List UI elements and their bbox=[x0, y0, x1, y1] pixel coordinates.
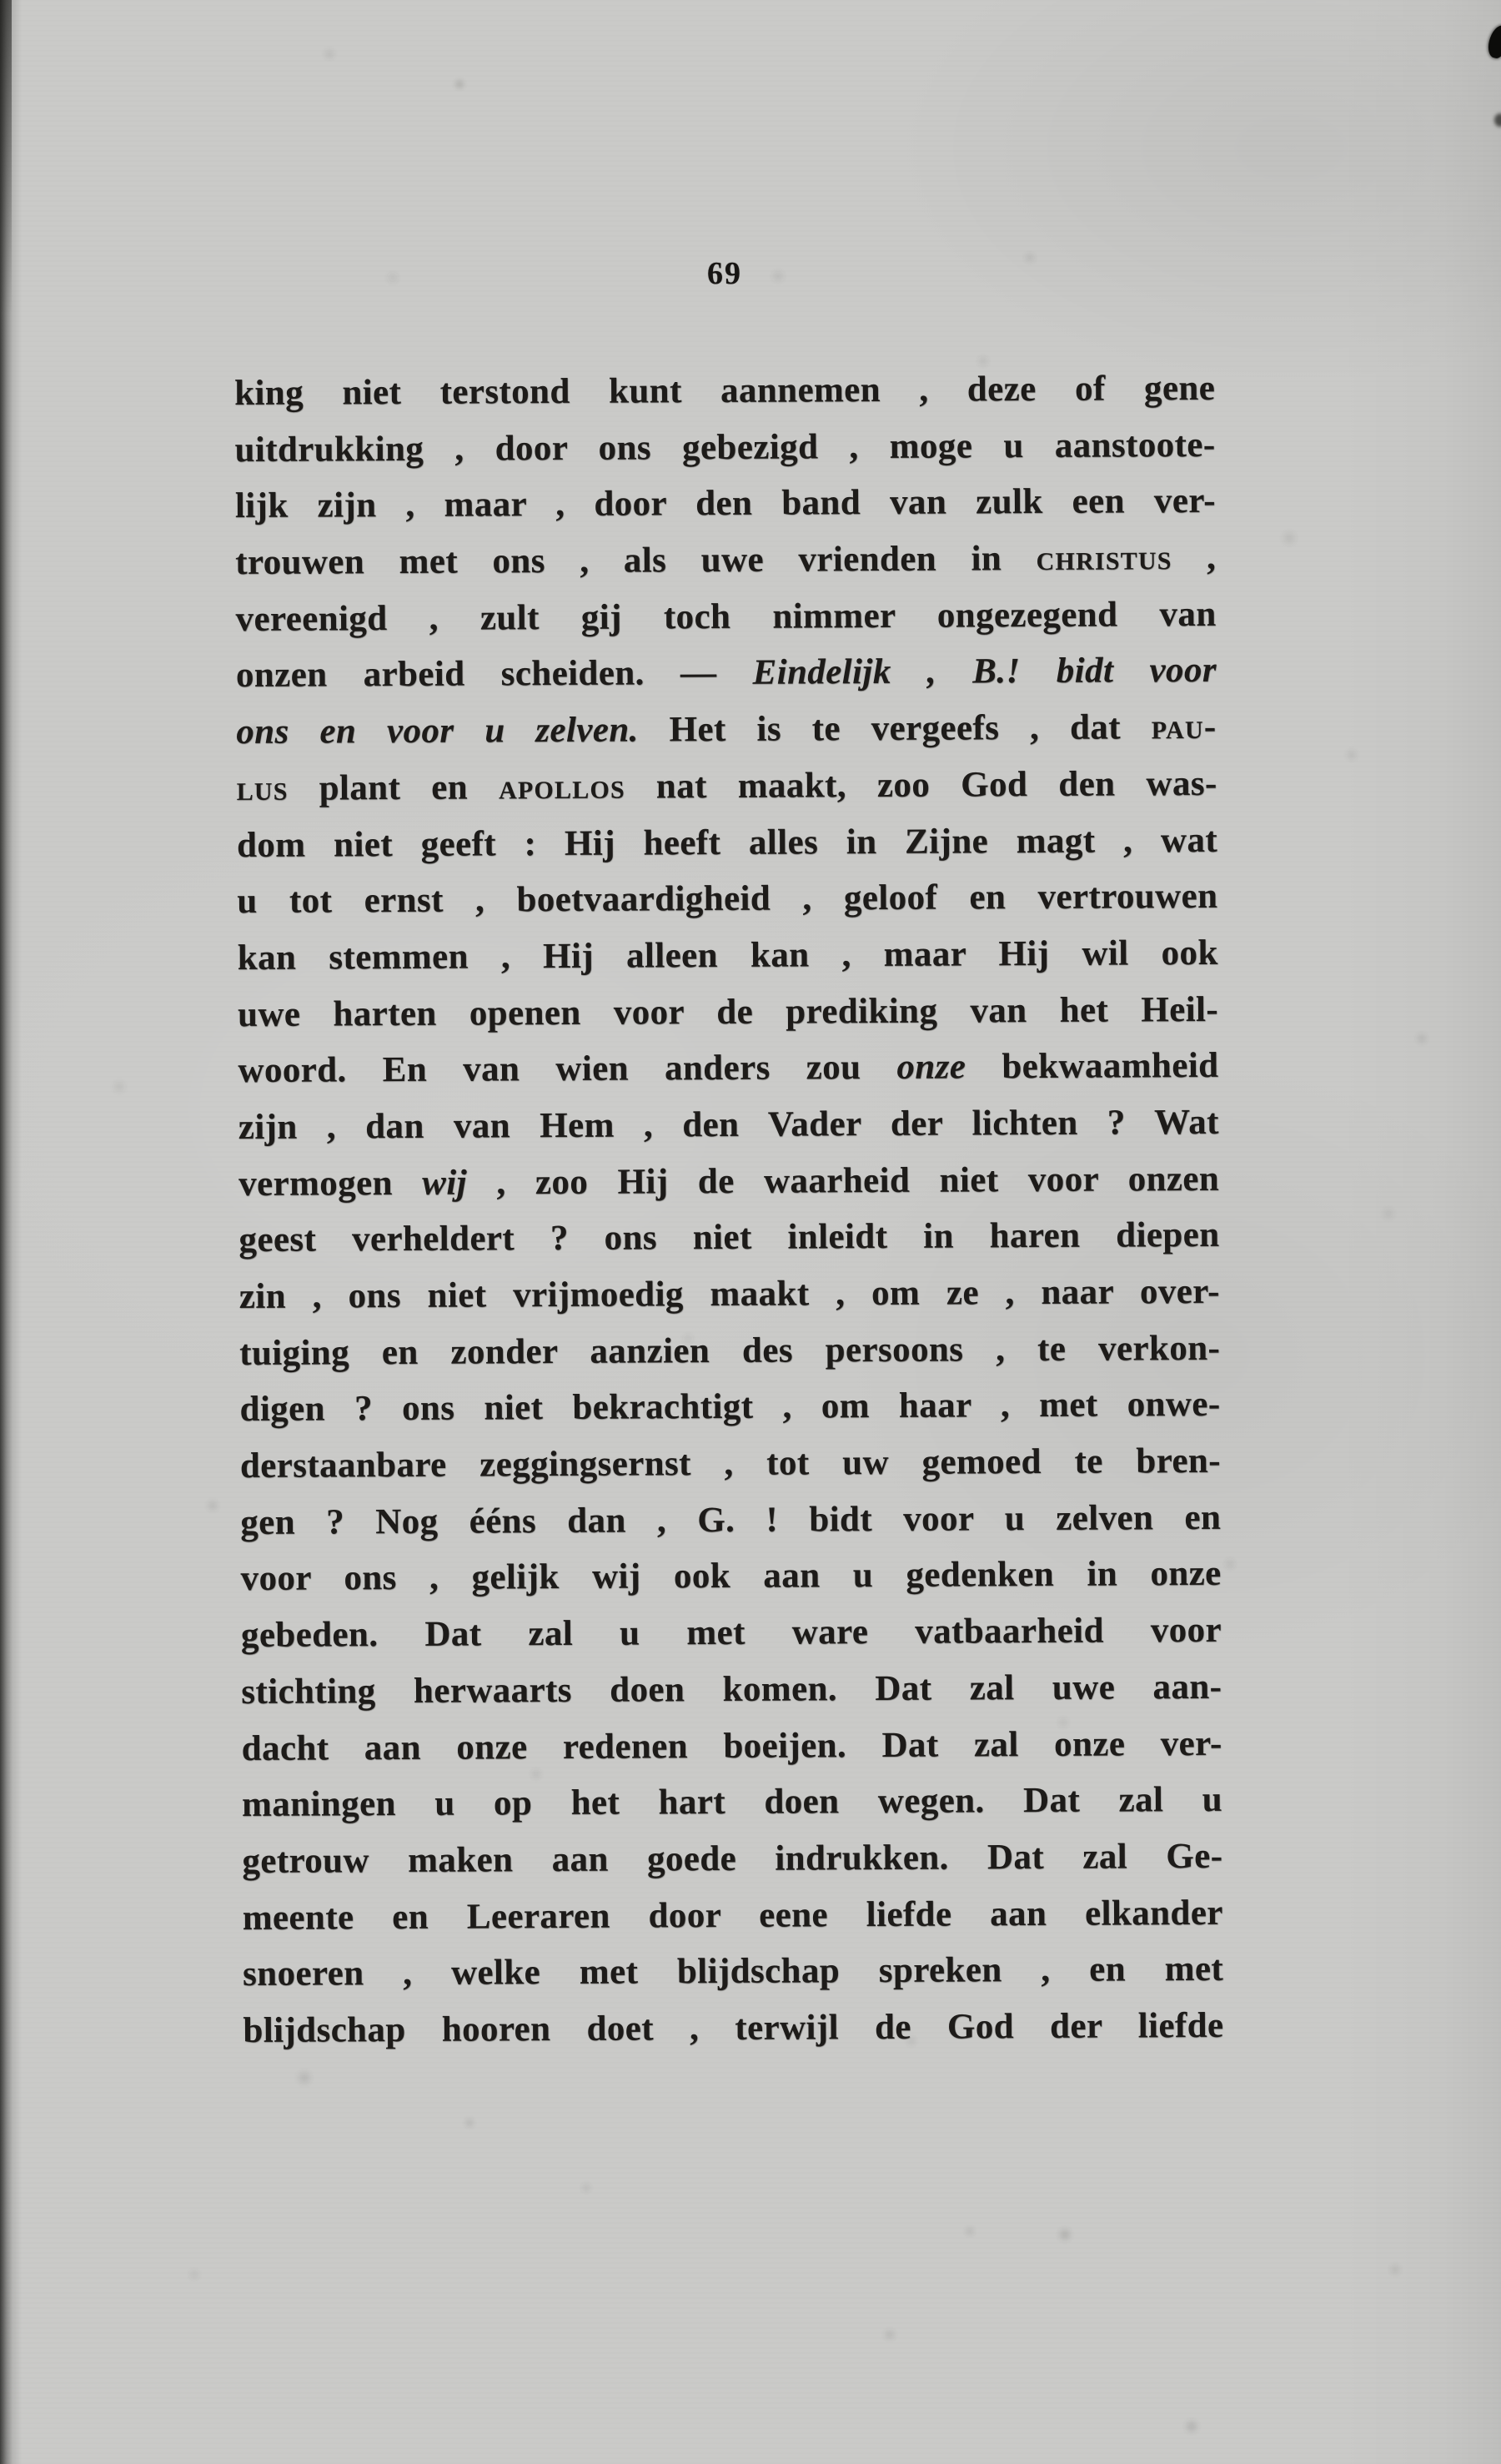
body-text: maningen u op het hart doen wegen. Dat zal u bbox=[241, 1780, 1223, 1825]
text-line bbox=[236, 756, 1217, 817]
body-text: getrouw maken aan goede indrukken. Dat zal Ge- bbox=[242, 1836, 1223, 1881]
body-text: plant en bbox=[288, 767, 499, 808]
body-text: blijdschap hooren doet , terwijl de God der liefde bbox=[243, 2005, 1224, 2050]
body-text: woord. En van wien anders zou bbox=[238, 1048, 897, 1091]
text-line bbox=[235, 530, 1216, 591]
text-line bbox=[243, 1941, 1223, 2003]
smallcaps-name: christus bbox=[1036, 538, 1172, 579]
body-text: uitdrukking , door ons gebezigd , moge u aanstoote- bbox=[234, 425, 1216, 470]
body-text: dacht aan onze redenen boeijen. Dat zal onze ver- bbox=[241, 1723, 1222, 1768]
text-line bbox=[239, 1320, 1220, 1382]
paper-texture-specks bbox=[0, 0, 5, 5]
body-text: geest verheldert ? ons niet inleidt in haren diepen bbox=[238, 1215, 1220, 1260]
body-text: snoeren , welke met blijdschap spreken , en met bbox=[242, 1949, 1224, 1994]
body-text: vereenigd , zult gij toch nimmer ongezegend van bbox=[235, 594, 1217, 639]
text-line bbox=[242, 1772, 1222, 1833]
text-line bbox=[235, 586, 1216, 648]
scan-gutter-edge bbox=[0, 0, 22, 2464]
text-line bbox=[241, 1659, 1222, 1721]
body-text: onzen arbeid scheiden. — bbox=[235, 653, 753, 696]
text-line bbox=[239, 1264, 1220, 1325]
body-text: trouwen met ons , als uwe vrienden in bbox=[235, 539, 1037, 583]
text-line bbox=[237, 868, 1217, 930]
body-text: uwe harten openen voor de prediking van het Heil- bbox=[237, 989, 1219, 1034]
text-line bbox=[242, 1715, 1222, 1777]
smallcaps-name: apollos bbox=[498, 767, 625, 807]
smallcaps-name: pau- bbox=[1151, 707, 1217, 747]
italic-text: wij bbox=[422, 1163, 468, 1203]
body-text: nat maakt, zoo God den was- bbox=[625, 763, 1217, 807]
text-line bbox=[243, 1998, 1223, 2059]
smallcaps-name: lus bbox=[236, 768, 289, 808]
text-line bbox=[238, 1094, 1219, 1156]
body-text: gebeden. Dat zal u met ware vatbaarheid voor bbox=[240, 1610, 1222, 1656]
body-text: Het is te vergeefs , dat bbox=[638, 707, 1152, 750]
body-text: zin , ons niet vrijmoedig maakt , om ze , naar over- bbox=[238, 1271, 1220, 1316]
body-text: stichting herwaarts doen komen. Dat zal uwe aan- bbox=[241, 1667, 1222, 1712]
body-text: dom niet geeft : Hij heeft alles in Zijne magt , wat bbox=[236, 820, 1218, 865]
text-line bbox=[237, 812, 1217, 873]
body-text: gen ? Nog ééns dan , G. ! bidt voor u zelven en bbox=[240, 1497, 1222, 1542]
text-line bbox=[238, 1150, 1219, 1212]
text-line bbox=[238, 1038, 1218, 1099]
text-line bbox=[236, 699, 1217, 761]
body-text: vermogen bbox=[238, 1163, 423, 1204]
text-line bbox=[236, 642, 1217, 704]
body-text: bekwaamheid bbox=[966, 1046, 1219, 1087]
body-text: lijk zijn , maar , door den band van zulk een ver- bbox=[234, 481, 1216, 526]
italic-text: Eindelijk , B.! bidt voor bbox=[752, 651, 1217, 693]
body-text: u tot ernst , boetvaardigheid , geloof en vertrouwen bbox=[237, 877, 1218, 922]
body-text: king niet terstond kunt aannemen , deze of gene bbox=[234, 368, 1216, 413]
text-line bbox=[238, 1207, 1219, 1269]
italic-text: ons en voor u zelven. bbox=[236, 710, 639, 752]
text-line bbox=[235, 473, 1216, 535]
text-line bbox=[234, 360, 1215, 422]
body-text: meente en Leeraren door eene liefde aan elkander bbox=[242, 1893, 1223, 1938]
text-line bbox=[238, 925, 1218, 987]
text-block bbox=[234, 360, 1224, 2059]
text-line bbox=[242, 1828, 1222, 1890]
body-text: kan stemmen , Hij alleen kan , maar Hij wil ook bbox=[237, 933, 1218, 978]
ink-mark-top-right bbox=[1485, 23, 1501, 60]
body-text: derstaanbare zeggingsernst , tot uw gemoed te bren- bbox=[239, 1441, 1222, 1486]
ink-dot-top-right bbox=[1494, 113, 1501, 127]
text-line bbox=[240, 1546, 1221, 1607]
text-line bbox=[234, 417, 1215, 479]
body-text: zijn , dan van Hem , den Vader der lichten ? Wat bbox=[238, 1102, 1219, 1147]
body-text: tuiging en zonder aanzien des persoons , te verkon- bbox=[239, 1328, 1221, 1373]
text-line bbox=[241, 1602, 1222, 1664]
body-text: digen ? ons niet bekrachtigt , om haar , met onwe- bbox=[239, 1385, 1221, 1430]
body-text: , zoo Hij de waarheid niet voor onzen bbox=[466, 1159, 1220, 1203]
text-line bbox=[239, 1376, 1220, 1438]
italic-text: onze bbox=[896, 1047, 966, 1088]
body-text: , bbox=[1172, 537, 1217, 578]
page-number: 69 bbox=[707, 256, 742, 291]
text-line bbox=[243, 1884, 1223, 1946]
text-line bbox=[240, 1433, 1221, 1495]
text-line bbox=[240, 1490, 1221, 1551]
text-line bbox=[238, 981, 1218, 1043]
body-text: voor ons , gelijk wij ook aan u gedenken in onze bbox=[240, 1554, 1222, 1599]
